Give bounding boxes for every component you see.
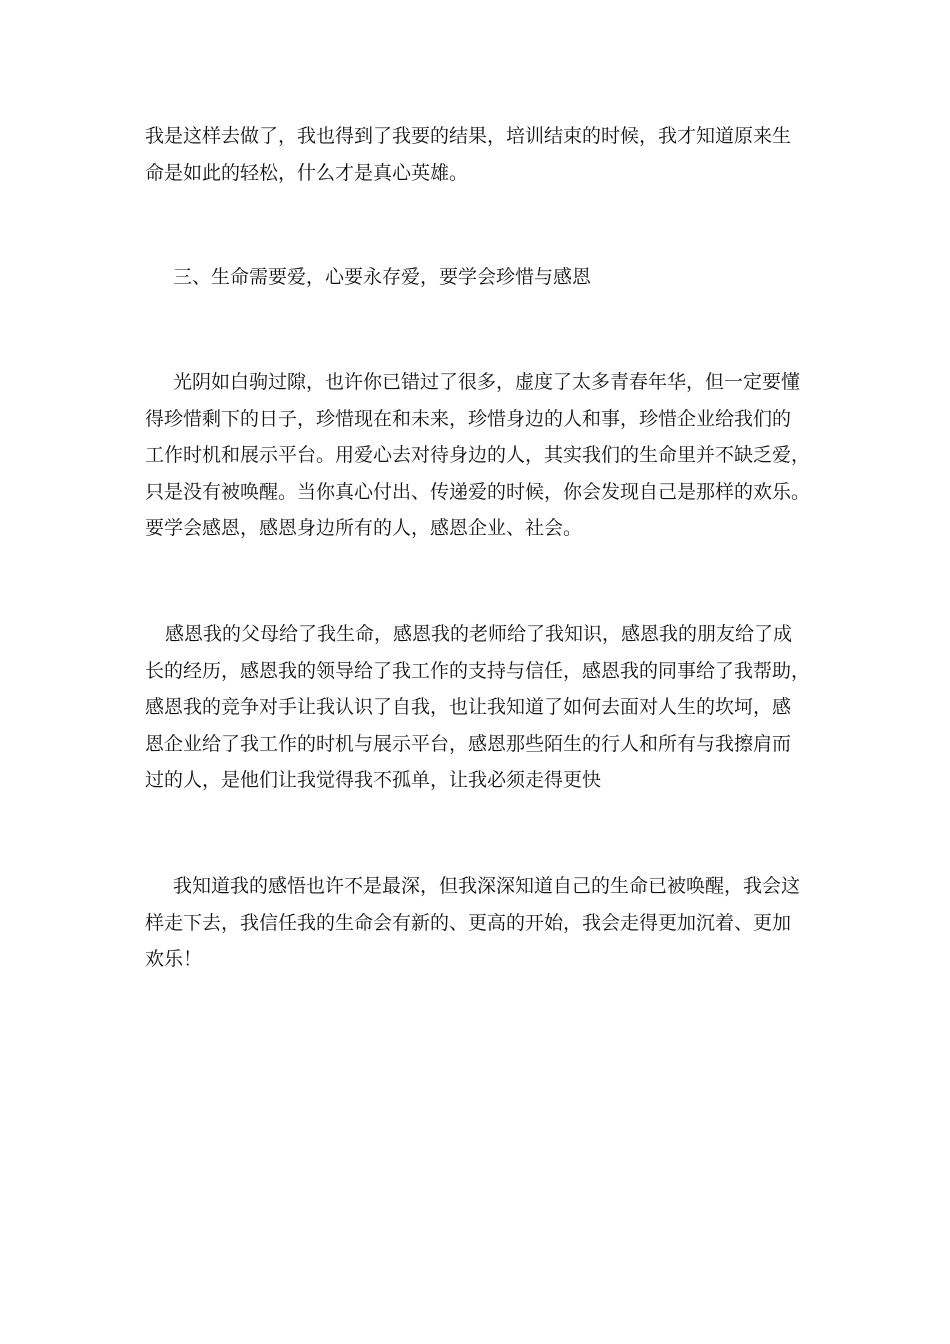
text-line: 得珍惜剩下的日子，珍惜现在和未来，珍惜身边的人和事，珍惜企业给我们的 (145, 407, 792, 430)
paragraph-5 (145, 868, 810, 978)
text-line: 恩企业给了我工作的时机与展示平台，感恩那些陌生的行人和所有与我擦肩而 (145, 732, 792, 755)
text-line: 要学会感恩，感恩身边所有的人，感恩企业、社会。 (145, 517, 583, 540)
text-line: 命是如此的轻松，什么才是真心英雄。 (145, 161, 469, 184)
text-line: 样走下去，我信任我的生命会有新的、更高的开始，我会走得更加沉着、更加 (145, 911, 792, 934)
text-line: 只是没有被唤醒。当你真心付出、传递爱的时候，你会发现自己是那样的欢乐。 (145, 480, 811, 503)
text-line: 工作时机和展示平台。用爱心去对待身边的人，其实我们的生命里并不缺乏爱， (145, 444, 811, 467)
text-line: 感恩我的竞争对手让我认识了自我，也让我知道了如何去面对人生的坎坷，感 (145, 696, 792, 719)
section-heading (145, 259, 810, 296)
heading-text: 三、生命需要爱，心要永存爱，要学会珍惜与感恩 (173, 266, 592, 288)
paragraph-1 (145, 118, 810, 191)
text-line: 长的经历，感恩我的领导给了我工作的支持与信任，感恩我的同事给了我帮助， (145, 659, 811, 682)
text-line: 光阴如白驹过隙，也许你已错过了很多，虚度了太多青春年华，但一定要懂 (173, 371, 801, 393)
text-line: 欢乐！ (145, 948, 203, 971)
text-line: 过的人，是他们让我觉得我不孤单，让我必须走得更快 (145, 769, 602, 792)
paragraph-4 (145, 616, 810, 799)
paragraph-3 (145, 364, 810, 547)
text-line: 我是这样去做了，我也得到了我要的结果，培训结束的时候，我才知道原来生 (145, 125, 792, 147)
text-line: 我知道我的感悟也许不是最深，但我深深知道自己的生命已被唤醒，我会这 (173, 875, 801, 897)
text-line: 感恩我的父母给了我生命，感恩我的老师给了我知识，感恩我的朋友给了成 (165, 623, 793, 645)
